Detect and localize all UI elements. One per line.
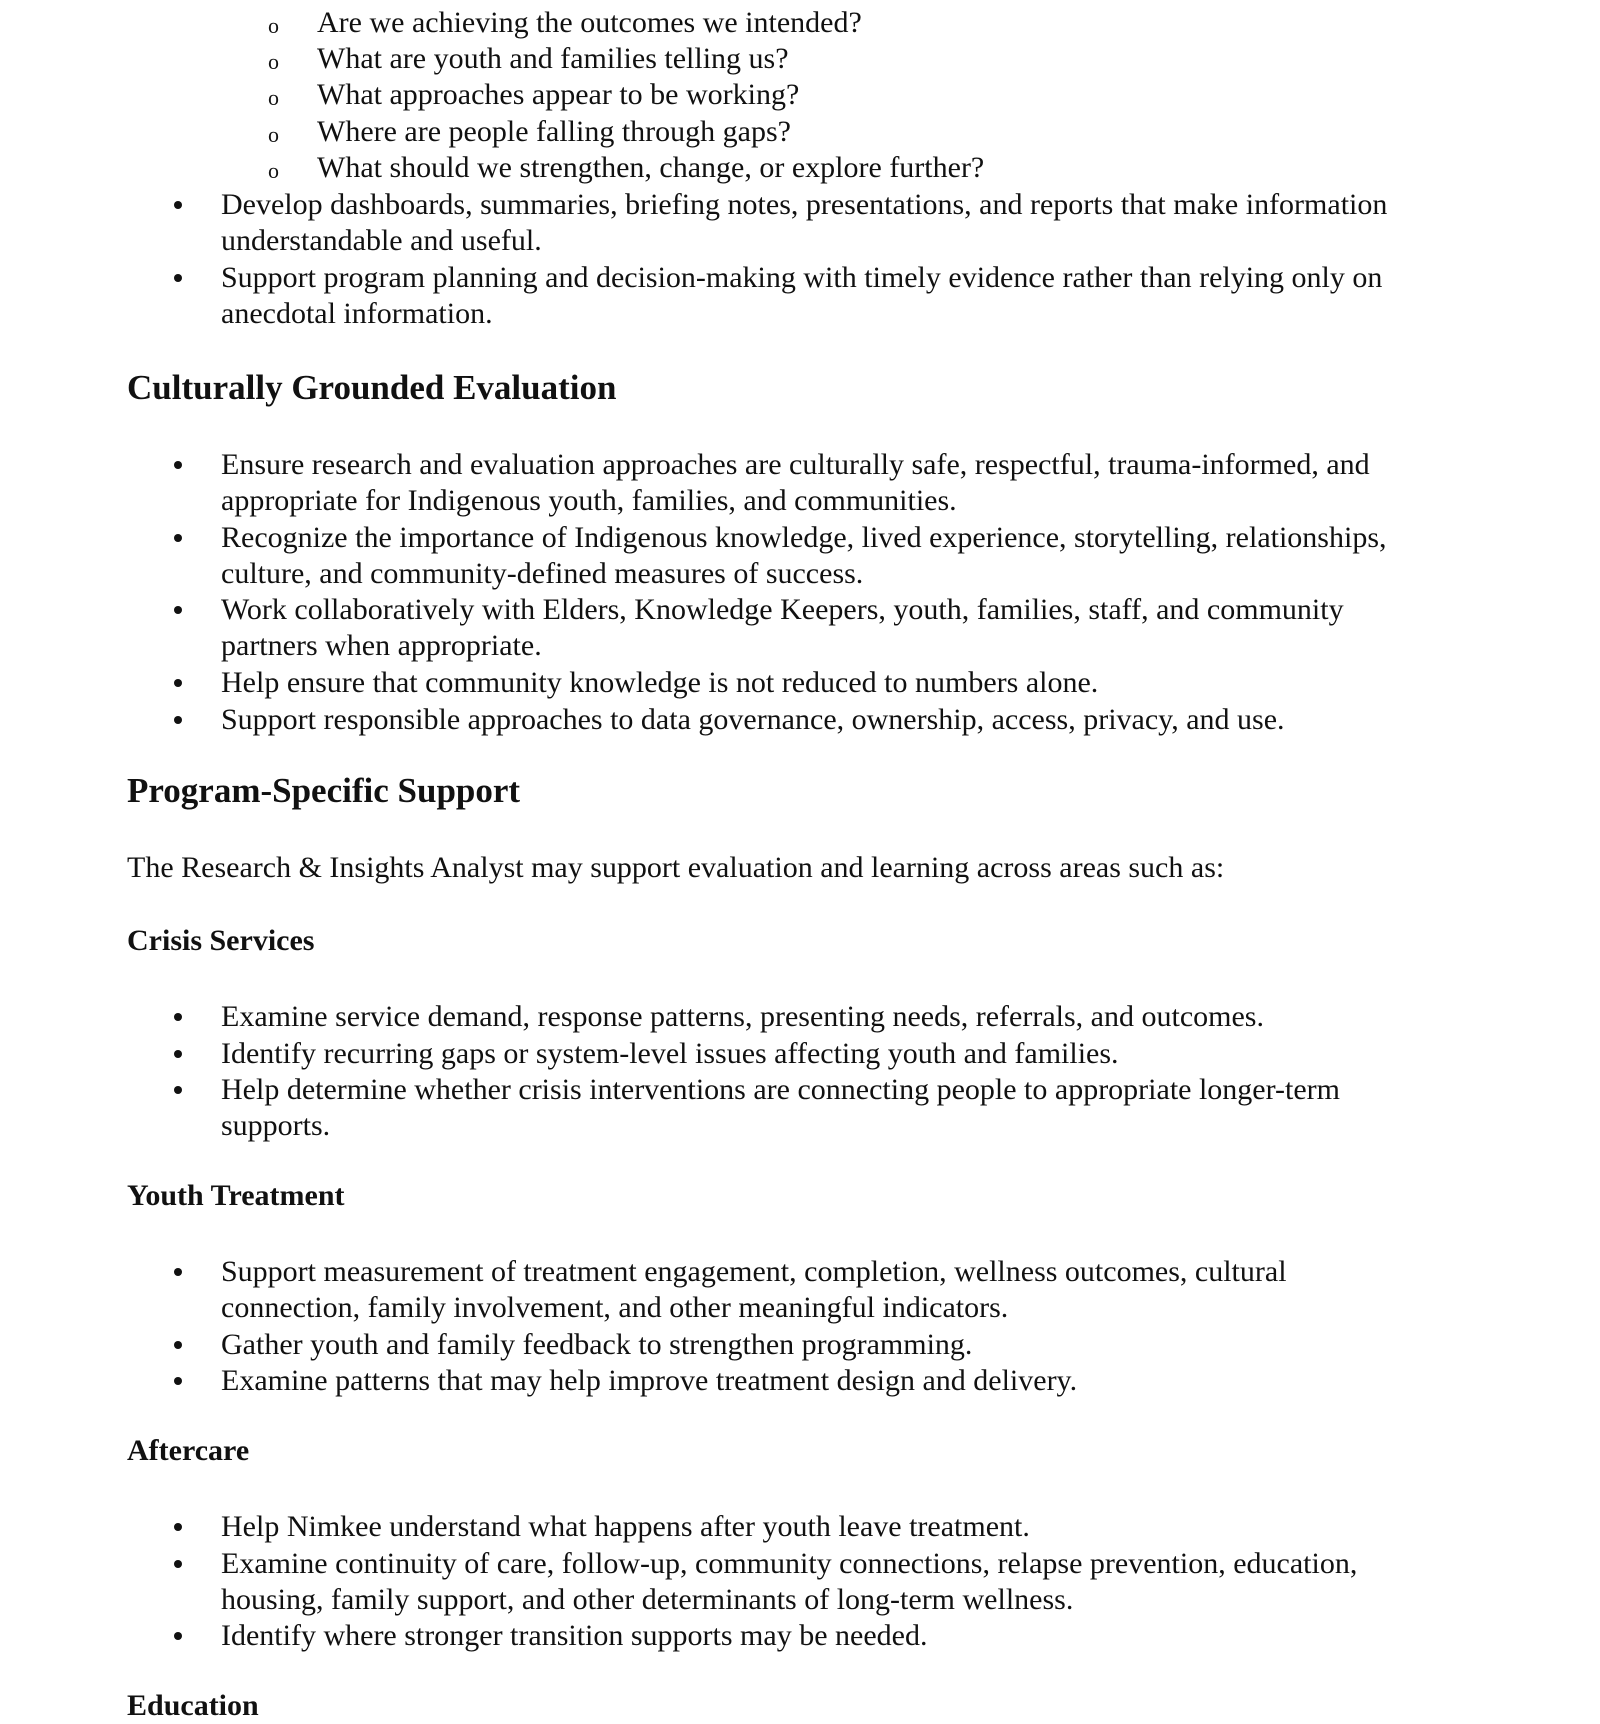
subsection-heading: Education bbox=[127, 1689, 259, 1722]
list-item-line: Examine service demand, response patterns, presenting needs, referrals, and outcomes. bbox=[221, 1000, 1264, 1033]
subsection-heading: Crisis Services bbox=[127, 924, 315, 957]
bullet-marker bbox=[174, 201, 182, 209]
section-heading: Culturally Grounded Evaluation bbox=[127, 368, 617, 407]
bullet-marker bbox=[174, 274, 182, 282]
list-item-line: Help Nimkee understand what happens after youth leave treatment. bbox=[221, 1510, 1030, 1543]
bullet-marker bbox=[174, 1560, 182, 1568]
sub-bullet-marker: o bbox=[268, 158, 279, 183]
list-item-line: Examine continuity of care, follow-up, community connections, relapse prevention, education, bbox=[221, 1547, 1358, 1580]
bullet-marker bbox=[174, 461, 182, 469]
bullet-marker bbox=[174, 1268, 182, 1276]
list-item-line: housing, family support, and other determinants of long-term wellness. bbox=[221, 1583, 1074, 1616]
list-item-line: understandable and useful. bbox=[221, 224, 542, 257]
bullet-marker bbox=[174, 716, 182, 724]
bullet-marker bbox=[174, 1086, 182, 1094]
list-item-line: partners when appropriate. bbox=[221, 629, 542, 662]
sub-bullet-marker: o bbox=[268, 122, 279, 147]
sub-bullet-marker: o bbox=[268, 85, 279, 110]
sub-bullet-marker: o bbox=[268, 13, 279, 38]
bullet-marker bbox=[174, 1523, 182, 1531]
list-item-line: culture, and community-defined measures of success. bbox=[221, 557, 864, 590]
list-item-line: Ensure research and evaluation approaches are culturally safe, respectful, trauma-informed, and bbox=[221, 448, 1370, 481]
sub-list-item: Where are people falling through gaps? bbox=[317, 115, 791, 148]
list-item-line: Identify where stronger transition supports may be needed. bbox=[221, 1619, 928, 1652]
sub-bullet-marker: o bbox=[268, 49, 279, 74]
list-item-line: Help determine whether crisis interventions are connecting people to appropriate longer-term bbox=[221, 1073, 1340, 1106]
list-item-line: Support measurement of treatment engagement, completion, wellness outcomes, cultural bbox=[221, 1255, 1287, 1288]
list-item-line: Support responsible approaches to data governance, ownership, access, privacy, and use. bbox=[221, 703, 1285, 736]
list-item-line: connection, family involvement, and other meaningful indicators. bbox=[221, 1291, 1009, 1324]
sub-list-item: What are youth and families telling us? bbox=[317, 42, 789, 75]
sub-list-item: Are we achieving the outcomes we intended? bbox=[317, 6, 862, 39]
bullet-marker bbox=[174, 1013, 182, 1021]
list-item-line: Support program planning and decision-making with timely evidence rather than relying only on bbox=[221, 261, 1383, 294]
paragraph: The Research & Insights Analyst may support evaluation and learning across areas such as: bbox=[127, 851, 1225, 884]
list-item-line: anecdotal information. bbox=[221, 297, 493, 330]
bullet-marker bbox=[174, 1377, 182, 1385]
subsection-heading: Youth Treatment bbox=[127, 1179, 345, 1212]
bullet-marker bbox=[174, 606, 182, 614]
list-item-line: supports. bbox=[221, 1109, 331, 1142]
list-item-line: appropriate for Indigenous youth, families, and communities. bbox=[221, 484, 957, 517]
list-item-line: Develop dashboards, summaries, briefing notes, presentations, and reports that make information bbox=[221, 188, 1388, 221]
list-item-line: Identify recurring gaps or system-level issues affecting youth and families. bbox=[221, 1037, 1119, 1070]
list-item-line: Help ensure that community knowledge is not reduced to numbers alone. bbox=[221, 666, 1099, 699]
sub-list-item: What should we strengthen, change, or explore further? bbox=[317, 151, 985, 184]
bullet-marker bbox=[174, 1050, 182, 1058]
list-item-line: Examine patterns that may help improve treatment design and delivery. bbox=[221, 1364, 1078, 1397]
list-item-line: Work collaboratively with Elders, Knowledge Keepers, youth, families, staff, and community bbox=[221, 593, 1344, 626]
bullet-marker bbox=[174, 679, 182, 687]
bullet-marker bbox=[174, 1632, 182, 1640]
list-item-line: Gather youth and family feedback to strengthen programming. bbox=[221, 1328, 973, 1361]
list-item-line: Recognize the importance of Indigenous knowledge, lived experience, storytelling, relationships, bbox=[221, 521, 1387, 554]
bullet-marker bbox=[174, 1341, 182, 1349]
section-heading: Program-Specific Support bbox=[127, 771, 521, 810]
sub-list-item: What approaches appear to be working? bbox=[317, 78, 800, 111]
subsection-heading: Aftercare bbox=[127, 1434, 250, 1467]
bullet-marker bbox=[174, 534, 182, 542]
